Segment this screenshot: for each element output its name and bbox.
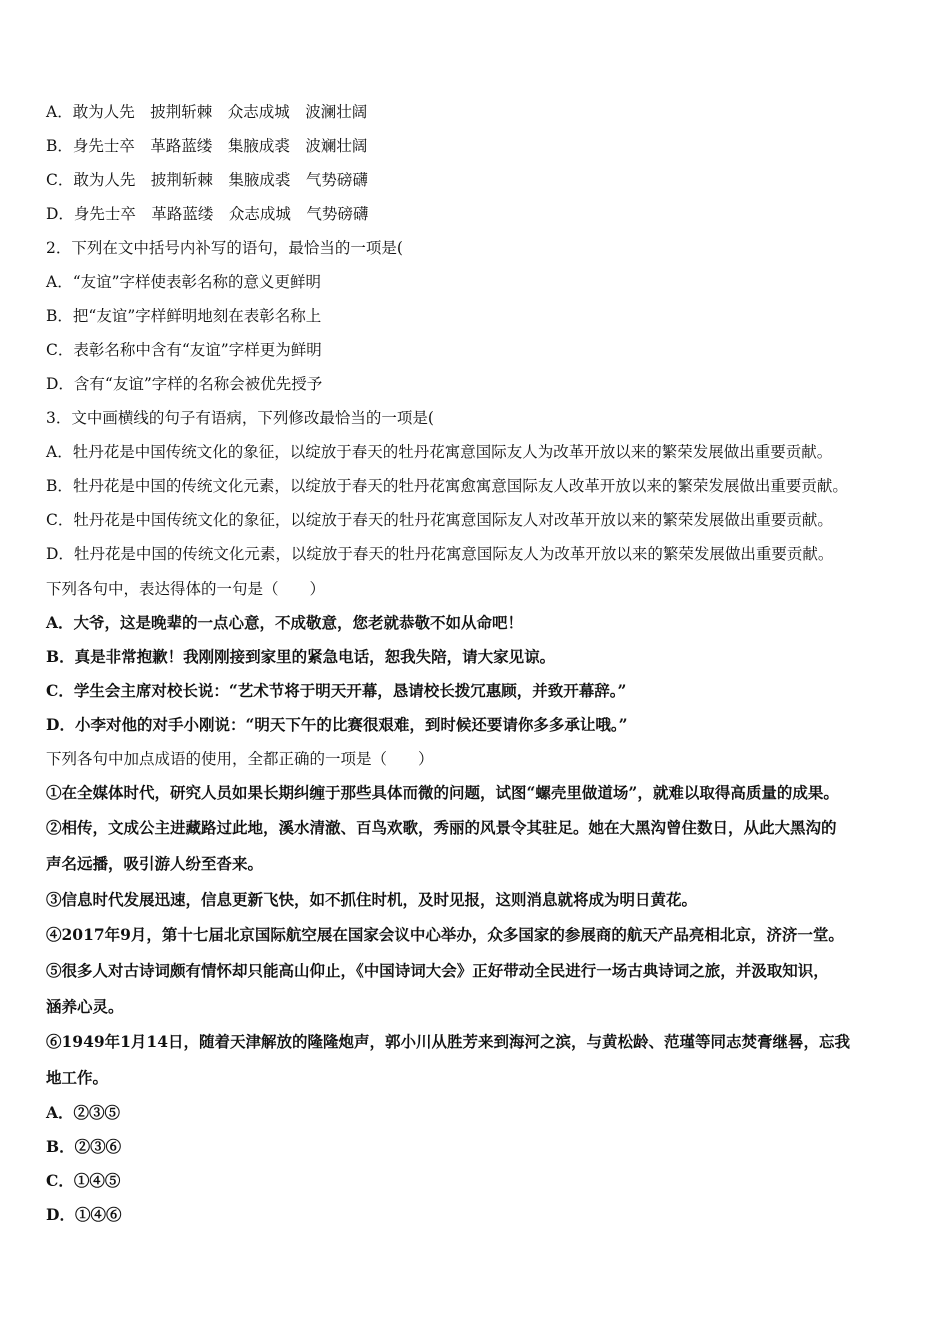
q4-option-b: B．真是非常抱歉！我刚刚接到家里的紧急电话，恕我失陪，请大家见谅。 xyxy=(46,647,556,666)
q4-option-c: C．学生会主席对校长说：“艺术节将于明天开幕，恳请校长拨冗惠顾，并致开幕辞。” xyxy=(46,681,627,700)
q5-item-6-cont: 地工作。 xyxy=(46,1068,109,1087)
q3-option-b: B．牡丹花是中国的传统文化元素，以绽放于春天的牡丹花寓愈寓意国际友人改革开放以来的繁荣发展做出重要贡献。 xyxy=(46,477,848,495)
q2-option-a: A．“友谊”字样使表彰名称的意义更鲜明 xyxy=(46,273,322,291)
q3-option-c: C．牡丹花是中国传统文化的象征，以绽放于春天的牡丹花寓意国际友人对改革开放以来的繁荣发展做出重要贡献。 xyxy=(46,511,833,529)
q1-option-c: C．敢为人先 披荆斩棘 集腋成裘 气势磅礴 xyxy=(46,171,368,189)
q5-item-2-cont: 声名远播，吸引游人纷至沓来。 xyxy=(46,854,264,873)
q1-option-a: A．敢为人先 披荆斩棘 众志成城 波澜壮阔 xyxy=(46,103,368,121)
q1-option-b: B．身先士卒 革路蓝缕 集腋成裘 波斓壮阔 xyxy=(46,137,368,155)
q5-item-5: ⑤很多人对古诗词颇有情怀却只能高山仰止，《中国诗词大会》正好带动全民进行一场古典诗词之旅，并汲取知识， xyxy=(46,961,829,980)
q5-item-3: ③信息时代发展迅速，信息更新飞快，如不抓住时机，及时见报，这则消息就将成为明日黄花。 xyxy=(46,890,698,909)
q4-stem: 下列各句中，表达得体的一句是（ ） xyxy=(46,580,326,598)
q3-stem: 3．文中画横线的句子有语病，下列修改最恰当的一项是( xyxy=(46,409,434,427)
q5-item-2: ②相传，文成公主进藏路过此地，溪水清澈、百鸟欢歌，秀丽的风景令其驻足。她在大黑沟曾住数日，从此大黑沟的 xyxy=(46,818,837,837)
q5-item-6: ⑥1949年1月14日，随着天津解放的隆隆炮声，郭小川从胜芳来到海河之滨，与黄松龄、范瑾等同志焚膏继晷，忘我 xyxy=(46,1032,850,1051)
q3-option-d: D．牡丹花是中国的传统文化元素，以绽放于春天的牡丹花寓意国际友人为改革开放以来的繁荣发展做出重要贡献。 xyxy=(46,545,834,563)
q5-option-c: C．①④⑤ xyxy=(46,1171,121,1190)
q5-option-b: B．②③⑥ xyxy=(46,1137,122,1156)
q5-stem: 下列各句中加点成语的使用，全都正确的一项是（ ） xyxy=(46,750,434,768)
q2-option-b: B．把“友谊”字样鲜明地刻在表彰名称上 xyxy=(46,307,322,325)
q5-item-5-cont: 涵养心灵。 xyxy=(46,997,124,1016)
q2-option-c: C．表彰名称中含有“友谊”字样更为鲜明 xyxy=(46,341,322,359)
q5-item-4: ④2017年9月，第十七届北京国际航空展在国家会议中心举办，众多国家的参展商的航天产品亮相北京，济济一堂。 xyxy=(46,925,844,944)
q5-item-1: ①在全媒体时代，研究人员如果长期纠缠于那些具体而微的问题，试图“螺壳里做道场”，就难以取得高质量的成果。 xyxy=(46,783,839,802)
q5-option-d: D．①④⑥ xyxy=(46,1205,122,1224)
q2-stem: 2．下列在文中括号内补写的语句，最恰当的一项是( xyxy=(46,239,403,257)
q5-option-a: A．②③⑤ xyxy=(46,1103,121,1122)
q4-option-d: D．小李对他的对手小刚说：“明天下午的比赛很艰难，到时候还要请你多多承让哦。” xyxy=(46,715,628,734)
q3-option-a: A．牡丹花是中国传统文化的象征，以绽放于春天的牡丹花寓意国际友人为改革开放以来的繁荣发展做出重要贡献。 xyxy=(46,443,833,461)
q2-option-d: D．含有“友谊”字样的名称会被优先授予 xyxy=(46,375,323,393)
q1-option-d: D．身先士卒 革路蓝缕 众志成城 气势磅礴 xyxy=(46,205,369,223)
q4-option-a: A．大爷，这是晚辈的一点心意，不成敬意，您老就恭敬不如从命吧！ xyxy=(46,613,524,632)
